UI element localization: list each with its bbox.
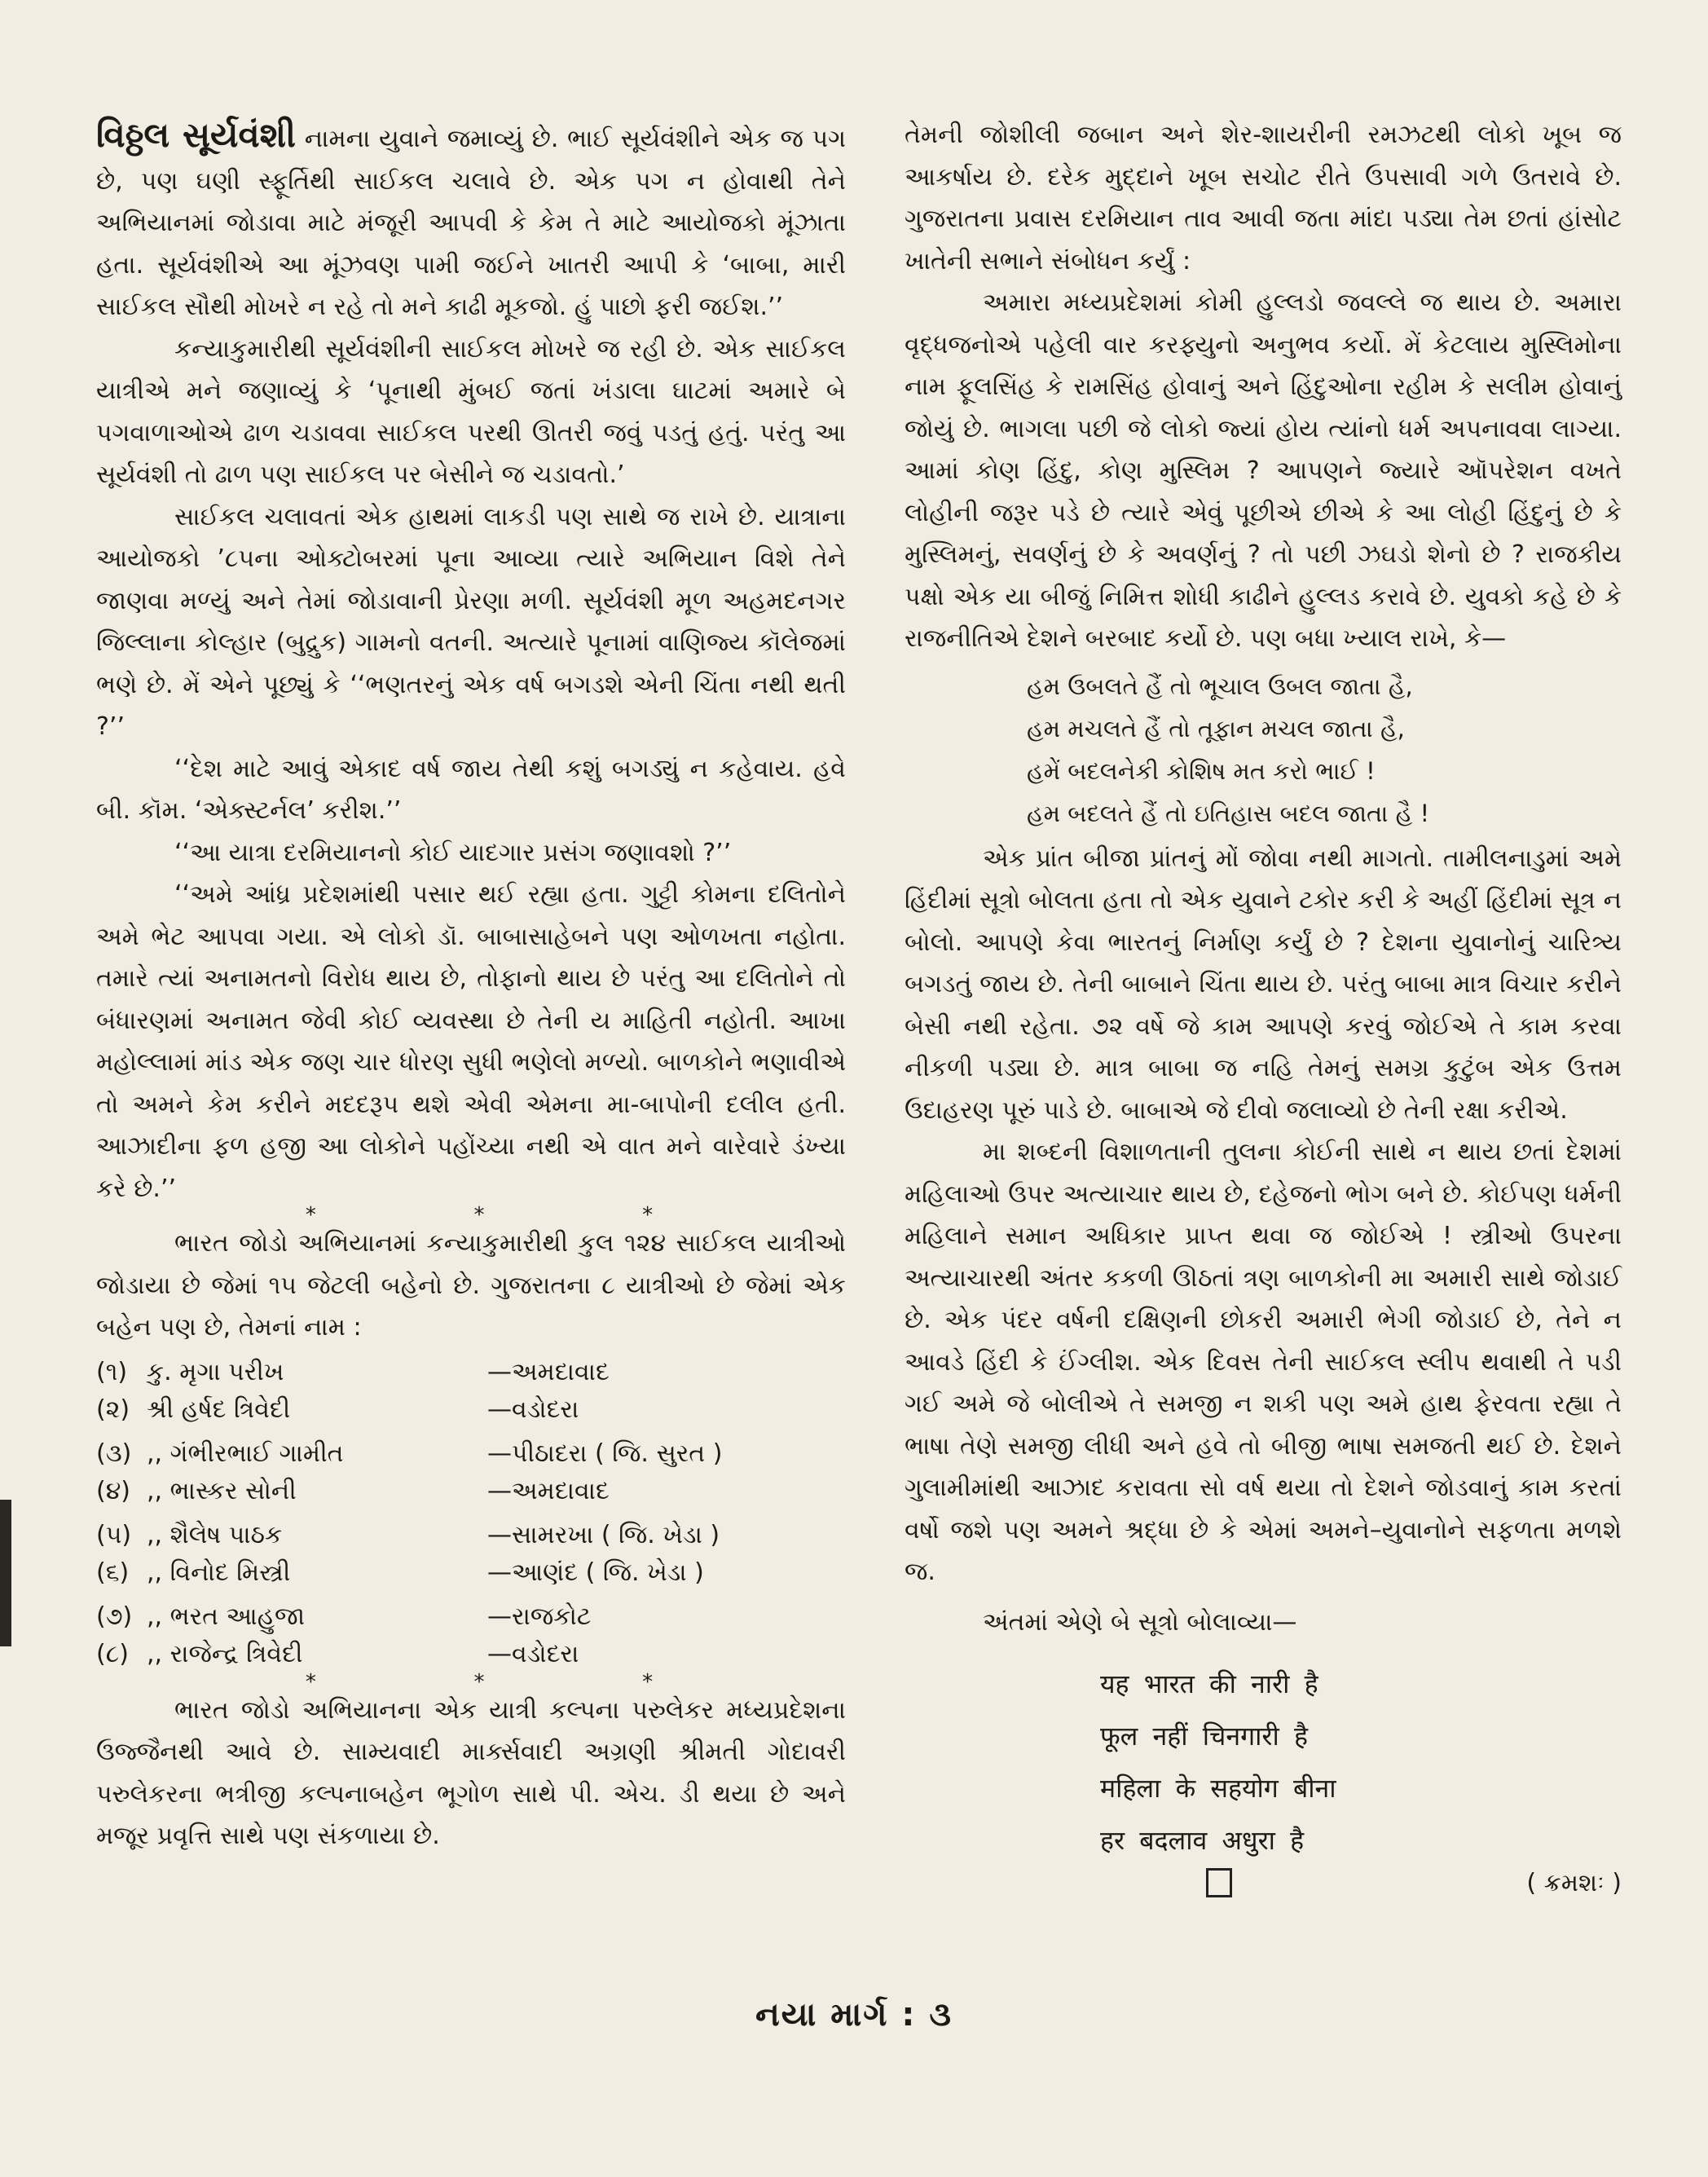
paragraph-text: નામના યુવાને જમાવ્યું છે. ભાઈ સૂર્યવંશીને એક જ પગ છે, પણ ઘણી સ્ફૂર્તિથી સાઈકલ ચલાવે છે. એક પગ ન હોવાથી તેને અભિયાનમાં જોડાવા માટે મંજૂરી આપવી કે કેમ તે માટે આયોજકો મૂંઝાતા હતા. સૂર્યવંશીએ આ મૂંઝવણ પામી જઈને ખાતરી આપી કે ‘બાબા, મારી સાઈકલ સૌથી મોખરે ન રહે તો મને કાઢી મૂકજો. હું પાછો ફરી જઈશ.’’ <box>96 125 846 321</box>
hindi-slogans <box>1100 1658 1622 1866</box>
slogan-line: यह भारत की नारी है <box>1100 1668 1318 1699</box>
name-number: (૩) <box>96 1439 132 1468</box>
poem-line: હમ મચલતે હૈં તો તૂફાન મચલ જાતા હૈ, <box>1027 714 1405 743</box>
name-number: (૬) <box>96 1558 130 1587</box>
paragraph: સાઈકલ ચલાવતાં એક હાથમાં લાકડી પણ સાથે જ રાખે છે. યાત્રાના આયોજકો ’૮૫ના ઓક્ટોબરમાં પૂના આવ્યા ત્યારે અભિયાન વિશે તેને જાણવા મળ્યું અને તેમાં જોડાવાની પ્રેરણા મળી. સૂર્યવંશી મૂળ અહમદનગર જિલ્લાના કોલ્હાર (બુદ્રુક) ગામનો વતની. અત્યારે પૂનામાં વાણિજ્ય કૉલેજમાં ભણે છે. મેં એને પૂછ્યું કે ‘‘ભણતરનું એક વર્ષ બગડશે એની ચિંતા નથી થતી ?’’ <box>96 502 846 741</box>
binding-edge-shadow <box>0 1500 11 1646</box>
separator-star: * <box>305 1669 316 1694</box>
separator-star: * <box>473 1669 485 1694</box>
lead-name: વિઠ્ઠલ સૂર્યવંશી <box>96 115 297 155</box>
traveller-place: —વડોદરા <box>487 1639 579 1668</box>
page-footer: નયા માર્ગ : ૩ <box>755 1996 953 2034</box>
name-number: (૨) <box>96 1395 130 1424</box>
paragraph: ‘‘દેશ માટે આવું એકાદ વર્ષ જાય તેથી કશું બગડ્યું ન કહેવાય. હવે બી. કૉમ. ‘એક્સ્ટર્નલ’ કરીશ.’’ <box>96 754 846 825</box>
traveller-name: ,, શૈલેષ પાઠક <box>147 1520 283 1549</box>
paragraph: કન્યાકુમારીથી સૂર્યવંશીની સાઈકલ મોખરે જ રહી છે. એક સાઈકલ યાત્રીએ મને જણાવ્યું કે ‘પૂનાથી મુંબઈ જતાં ખંડાલા ઘાટમાં અમારે બે પગવાળાઓએ ઢાળ ચડાવવા સાઈકલ પરથી ઊતરી જવું પડતું હતું. પરંતુ આ સૂર્યવંશી તો ઢાળ પણ સાઈકલ પર બેસીને જ ચડાવતો.’ <box>96 334 846 489</box>
traveller-name: ,, ભરત આહુજા <box>147 1602 306 1631</box>
traveller-place: —અમદાવાદ <box>487 1476 610 1505</box>
traveller-name: ,, ભાસ્કર સોની <box>147 1476 297 1505</box>
paragraph: મા શબ્દની વિશાળતાની તુલના કોઈની સાથે ન થાય છતાં દેશમાં મહિલાઓ ઉપર અત્યાચાર થાય છે, દહેજનો ભોગ બને છે. કોઈપણ ધર્મની મહિલાને સમાન અધિકાર પ્રાપ્ત થવા જ જોઈએ ! સ્ત્રીઓ ઉપરના અત્યાચારથી અંતર કકળી ઊઠતાં ત્રણ બાળકોની મા અમારી સાથે જોડાઈ છે. એક પંદર વર્ષની દક્ષિણની છોકરી અમારી ભેગી જોડાઈ છે, તેને ન આવડે હિંદી કે ઈંગ્લીશ. એક દિવસ તેની સાઈકલ સ્લીપ થવાથી તે પડી ગઈ અમે જે બોલીએ તે સમજી ન શકી પણ અમે હાથ ફેરવતા રહ્યા તે ભાષા તેણે સમજી લીધી અને હવે તો બીજી ભાષા સમજતી થઈ છે. દેશને ગુલામીમાંથી આઝાદ કરાવતા સો વર્ષ થયા તો દેશને જોડવાનું કામ કરતાં વર્ષો જશે પણ અમને શ્રદ્ધા છે કે એમાં અમને–યુવાનોને સફળતા મળશે જ. <box>905 1138 1622 1586</box>
separator-star: * <box>642 1203 654 1227</box>
slogan-line: महिला के सहयोग बीना <box>1100 1773 1336 1804</box>
paragraph: ભારત જોડો અભિયાનમાં કન્યાકુમારીથી કુલ ૧૨૪ સાઈકલ યાત્રીઓ જોડાયા છે જેમાં ૧૫ જેટલી બહેનો છે. ગુજરાતના ૮ યાત્રીઓ છે જેમાં એક બહેન પણ છે, તેમનાં નામ : <box>96 1229 846 1342</box>
slogan-line: हर बदलाव अधुरा है <box>1100 1825 1305 1856</box>
name-number: (૭) <box>96 1602 133 1631</box>
name-row <box>96 1554 846 1592</box>
traveller-place: —આણંદ ( જિ. ખેડા ) <box>487 1558 704 1587</box>
traveller-place: —રાજકોટ <box>487 1602 592 1631</box>
poem-line: હમ બદલતે હૈં તો ઇતિહાસ બદલ જાતા હૈ ! <box>1027 799 1430 827</box>
poem-line: હમેં બદલનેકી કોશિષ મત કરો ભાઈ ! <box>1027 756 1376 785</box>
poem-line: હમ ઉબલતે હૈં તો ભૂચાલ ઉબલ જાતા હૈ, <box>1027 672 1413 700</box>
traveller-place: —વડોદરા <box>487 1395 579 1424</box>
separator-star: * <box>642 1669 654 1694</box>
end-mark-icon <box>1206 1868 1232 1897</box>
traveller-name: ,, વિનોદ મિસ્ત્રી <box>147 1558 291 1587</box>
slogan-line: फूल नहीं चिनगारी है <box>1100 1721 1308 1752</box>
continued-note: ( ક્રમશઃ ) <box>1526 1868 1622 1897</box>
traveller-name: ,, રાજેન્દ્ર ત્રિવેદી <box>147 1639 303 1668</box>
name-row <box>96 1354 846 1391</box>
left-column <box>96 114 846 1858</box>
name-number: (૫) <box>96 1520 132 1549</box>
right-column <box>905 114 1622 1897</box>
paragraph: અંતમાં એણે બે સૂત્રો બોલાવ્યા— <box>983 1607 1297 1637</box>
traveller-name: કુ. મૃગા પરીખ <box>147 1357 284 1386</box>
traveller-name: ,, ગંભીરભાઈ ગામીત <box>147 1439 344 1468</box>
name-row <box>96 1435 846 1473</box>
closing-row <box>905 1868 1622 1897</box>
paragraph <box>96 114 846 328</box>
paragraph: અમારા મધ્યપ્રદેશમાં કોમી હુલ્લડો જવલ્લે જ થાય છે. અમારા વૃદ્ધજનોએ પહેલી વાર કરફ્યુનો અનુભવ કર્યો. મેં કેટલાય મુસ્લિમોના નામ ફૂલસિંહ કે રામસિંહ હોવાનું અને હિંદુઓના રહીમ કે સલીમ હોવાનું જોયું છે. ભાગલા પછી જે લોકો જ્યાં હોય ત્યાંનો ધર્મ અપનાવવા લાગ્યા. આમાં કોણ હિંદુ, કોણ મુસ્લિમ ? આપણને જ્યારે ઑપરેશન વખતે લોહીની જરૂર પડે છે ત્યારે એવું પૂછીએ છીએ કે આ લોહી હિંદુનું છે કે મુસ્લિમનું, સવર્ણનું છે કે અવર્ણનું ? તો પછી ઝઘડો શેનો છે ? રાજકીય પક્ષો એક યા બીજું નિમિત્ત શોધી કાઢીને હુલ્લડ કરાવે છે. યુવકો કહે છે કે રાજનીતિએ દેશને બરબાદ કર્યો છે. પણ બધા ખ્યાલ રાખે, કે— <box>905 289 1622 653</box>
name-row <box>96 1636 846 1673</box>
paragraph: ‘‘અમે આંધ્ર પ્રદેશમાંથી પસાર થઈ રહ્યા હતા. ગુટ્ટી કોમના દલિતોને અમે ભેટ આપવા ગયા. એ લોકો ડૉ. બાબાસાહેબને પણ ઓળખતા નહોતા. તમારે ત્યાં અનામતનો વિરોધ થાય છે, તોફાનો થાય છે પરંતુ આ દલિતોને તો બંધારણમાં અનામત જેવી કોઈ વ્યવસ્થા છે તેની ય માહિતી નહોતી. આખા મહોલ્લામાં માંડ એક જણ ચાર ધોરણ સુધી ભણેલો મળ્યો. બાળકોને ભણાવીએ તો અમને કેમ કરીને મદદરૂપ થશે એવી એમના મા-બાપોની દલીલ હતી. આઝાદીના ફળ હજી આ લોકોને પહોંચ્યા નથી એ વાત મને વારેવારે ડંખ્યા કરે છે.’’ <box>96 880 846 1203</box>
separator-star: * <box>305 1203 316 1227</box>
name-row <box>96 1473 846 1510</box>
traveller-name: શ્રી હર્ષદ ત્રિવેદી <box>147 1395 291 1424</box>
name-number: (૪) <box>96 1476 131 1505</box>
paragraph: એક પ્રાંત બીજા પ્રાંતનું મોં જોવા નથી માગતો. તામીલનાડુમાં અમે હિંદીમાં સૂત્રો બોલતા હતા તો એક યુવાને ટકોર કરી કે અહીં હિંદીમાં સૂત્ર ન બોલો. આપણે કેવા ભારતનું નિર્માણ કર્યું છે ? દેશના યુવાનોનું ચારિત્ર્ય બગડતું જાય છે. તેની બાબાને ચિંતા થાય છે. પરંતુ બાબા માત્ર વિચાર કરીને બેસી નથી રહેતા. ૭૨ વર્ષે જે કામ આપણે કરવું જોઈએ તે કામ કરવા નીકળી પડ્યા છે. માત્ર બાબા જ નહિ તેમનું સમગ્ર કુટુંબ એક ઉત્તમ ઉદાહરણ પૂરું પાડે છે. બાબાએ જે દીવો જલાવ્યો છે તેની રક્ષા કરીએ. <box>905 844 1622 1125</box>
name-row <box>96 1598 846 1636</box>
traveller-place: —પીઠાદરા ( જિ. સુરત ) <box>487 1439 723 1468</box>
traveller-place: —અમદાવાદ <box>487 1357 610 1386</box>
name-row <box>96 1391 846 1429</box>
traveller-place: —સામરખા ( જિ. ખેડા ) <box>487 1520 720 1549</box>
name-row <box>96 1517 846 1554</box>
paragraph: તેમની જોશીલી જબાન અને શેર-શાયરીની રમઝટથી લોકો ખૂબ જ આકર્ષાય છે. દરેક મુદ્દાને ખૂબ સચોટ રીતે ઉપસાવી ગળે ઉતરાવે છે. ગુજરાતના પ્રવાસ દરમિયાન તાવ આવી જતા માંદા પડ્યા તેમ છતાં હાંસોટ ખાતેની સભાને સંબોધન કર્યું : <box>905 121 1622 275</box>
separator-star: * <box>473 1203 485 1227</box>
paragraph: ‘‘આ યાત્રા દરમિયાનનો કોઈ યાદગાર પ્રસંગ જણાવશો ?’’ <box>174 838 732 867</box>
name-number: (૧) <box>96 1357 128 1386</box>
paragraph: ભારત જોડો અભિયાનના એક યાત્રી કલ્પના પરુલેકર મધ્યપ્રદેશના ઉજ્જૈનથી આવે છે. સામ્યવાદી માર્ક્સવાદી અગ્રણી શ્રીમતી ગોદાવરી પરુલેકરના ભત્રીજી કલ્પનાબહેન ભૂગોળ સાથે પી. એચ. ડી થયા છે અને મજૂર પ્રવૃત્તિ સાથે પણ સંકળાયા છે. <box>96 1695 846 1850</box>
poem-verse <box>1027 665 1622 835</box>
traveller-name-list <box>96 1354 846 1673</box>
name-number: (૮) <box>96 1639 129 1668</box>
